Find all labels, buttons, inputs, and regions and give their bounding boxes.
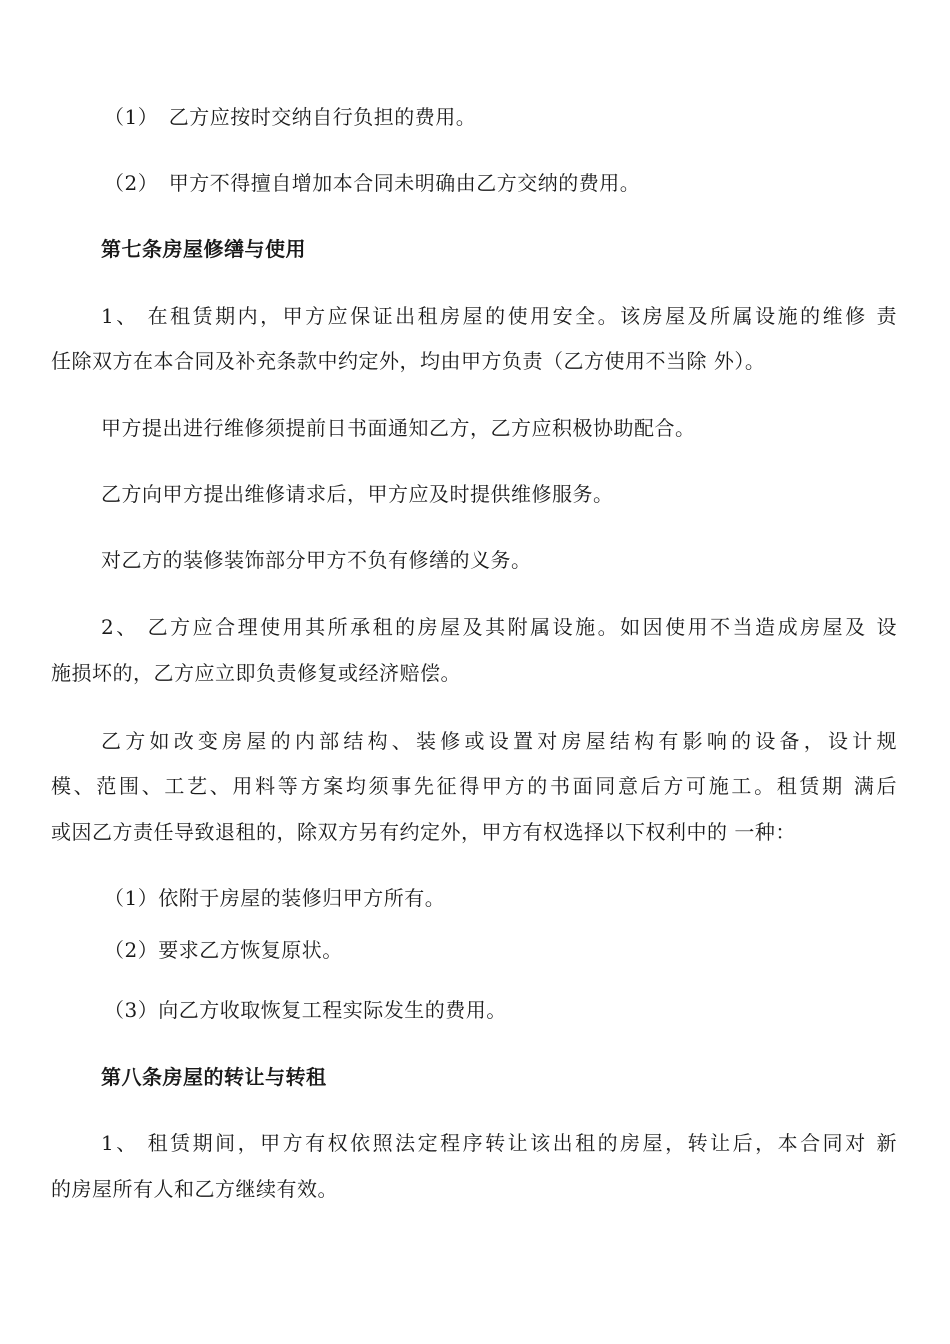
paragraph-line: 任除双方在本合同及补充条款中约定外，均由甲方负责（乙方使用不当除 外）。: [51, 349, 766, 373]
paragraph-line: 模、范围、工艺、用料等方案均须事先征得甲方的书面同意后方可施工。租赁期 满后: [51, 774, 897, 798]
paragraph-line: 对乙方的装修装饰部分甲方不负有修缮的义务。: [101, 548, 532, 572]
paragraph-line: 2、 乙方应合理使用其所承租的房屋及其附属设施。如因使用不当造成房屋及 设: [101, 615, 897, 639]
paragraph-line: 的房屋所有人和乙方继续有效。: [51, 1177, 338, 1201]
option-item-1: （1）依附于房屋的装修归甲方所有。: [104, 886, 446, 910]
option-item-3: （3）向乙方收取恢复工程实际发生的费用。: [104, 998, 507, 1022]
paragraph-line: 或因乙方责任导致退租的，除双方另有约定外，甲方有权选择以下权利中的 一种：: [51, 820, 796, 844]
paragraph-line: 乙方向甲方提出维修请求后，甲方应及时提供维修服务。: [101, 482, 614, 506]
clause-item-1: （1） 乙方应按时交纳自行负担的费用。: [104, 105, 477, 129]
section-heading-7: 第七条房屋修缮与使用: [101, 237, 306, 261]
option-item-2: （2）要求乙方恢复原状。: [104, 938, 343, 962]
paragraph-line: 乙方如改变房屋的内部结构、装修或设置对房屋结构有影响的设备，设计规: [101, 729, 897, 753]
clause-item-2: （2） 甲方不得擅自增加本合同未明确由乙方交纳的费用。: [104, 171, 641, 195]
section-heading-8: 第八条房屋的转让与转租: [101, 1065, 327, 1089]
paragraph-line: 施损坏的，乙方应立即负责修复或经济赔偿。: [51, 661, 461, 685]
paragraph-line: 1、 在租赁期内，甲方应保证出租房屋的使用安全。该房屋及所属设施的维修 责: [101, 304, 897, 328]
paragraph-line: 1、 租赁期间，甲方有权依照法定程序转让该出租的房屋，转让后，本合同对 新: [101, 1131, 897, 1155]
paragraph-line: 甲方提出进行维修须提前日书面通知乙方，乙方应积极协助配合。: [101, 416, 696, 440]
